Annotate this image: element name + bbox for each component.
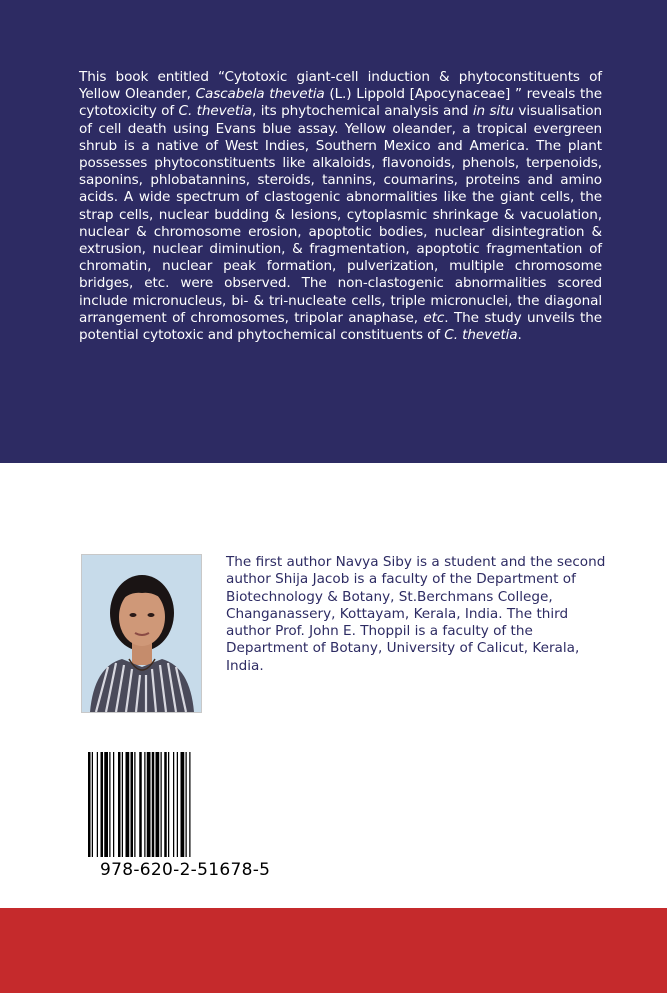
barcode-bar — [126, 752, 130, 857]
barcode-bar — [156, 752, 160, 857]
barcode-bar — [168, 752, 169, 857]
blurb-italic-1: Cascabela thevetia — [195, 86, 325, 103]
barcode-bar — [122, 752, 123, 857]
barcode-bar — [118, 752, 121, 857]
blurb-text-5: . The study unveils the potential cytotoxic and phytochemical constituents of — [79, 309, 602, 344]
barcode-bar — [173, 752, 174, 857]
isbn-barcode-icon — [88, 752, 261, 857]
barcode-bar — [109, 752, 110, 857]
author-bio: The first author Navya Siby is a student and the second author Shija Jacob is a faculty of the Department of Biotechnology & Botany, St.Berchmans College, Changanassery, Kottayam, Kerala, India. The third author Prof. John E. Thoppil is a faculty of the Department of Botany, University of Calicut, Kerala, India. — [226, 554, 606, 674]
barcode-bar — [131, 752, 134, 857]
barcode-bar — [144, 752, 145, 857]
barcode-bar — [152, 752, 155, 857]
barcode-bar — [88, 752, 91, 857]
barcode-bar — [181, 752, 185, 857]
blurb-text-1: This book entitled “Cytotoxic giant-cell induction & phytoconstituents of Yellow Oleander, — [79, 69, 602, 103]
barcode-bar — [139, 752, 142, 857]
barcode-bar — [177, 752, 178, 857]
barcode-bar — [92, 752, 93, 857]
blurb-italic-2: C. thevetia — [178, 103, 253, 120]
barcode-bar — [147, 752, 151, 857]
barcode-bar — [97, 752, 98, 857]
blurb-text-4: visualisation of cell death using Evans blue assay. Yellow oleander, a tropical evergreen shrub is a native of West Indies, Southern Mexico and America. The plant possesses phytoconstituents like alkaloids, flavonoids, phenols, terpenoids, saponins, phlobatannins, steroids, tannins, coumarins, proteins and amino acids. A wide spectrum of clastogenic abnormalities like the giant cells, the strap cells, nuclear budding & lesions, cytoplasmic shrinkage & vacuolation, nuclear & chromosome erosion, apoptotic bodies, nuclear disintegration & extrusion, nuclear diminution, & fragmentation, apoptotic fragmentation of chromatin, nuclear peak formation, pulverization, multiple chromosome bridges, etc. were observed. The non-clastogenic abnormalities scored include micronucleus, bi- & tri-nucleate cells, triple micronuclei, the diagonal arrangement of chromosomes, tripolar anaphase, — [79, 103, 602, 326]
book-description — [79, 69, 602, 344]
barcode-bar — [134, 752, 135, 857]
blurb-text-3: , its phytochemical analysis and — [252, 103, 473, 120]
barcode-bar — [113, 752, 114, 857]
barcode-bar — [164, 752, 167, 857]
blurb-italic-3: in situ — [472, 103, 514, 120]
barcode-bar — [186, 752, 187, 857]
blurb-italic-5: C. thevetia — [444, 327, 518, 344]
barcode-bar — [161, 752, 162, 857]
isbn-number: 978-620-2-51678-5 — [100, 860, 271, 880]
barcode-bar — [104, 752, 108, 857]
barcode-bar — [101, 752, 104, 857]
blurb-text-2: (L.) Lippold [Apocynaceae] ” reveals the cytotoxicity of — [79, 86, 602, 120]
blurb-text-6: . — [517, 327, 522, 344]
author-photo — [81, 554, 202, 713]
barcode-bar — [189, 752, 190, 857]
back-cover-bottom-band — [0, 908, 667, 993]
blurb-italic-4: etc — [423, 309, 445, 326]
author-portrait-icon — [82, 555, 201, 712]
back-cover-top-panel — [0, 0, 667, 463]
